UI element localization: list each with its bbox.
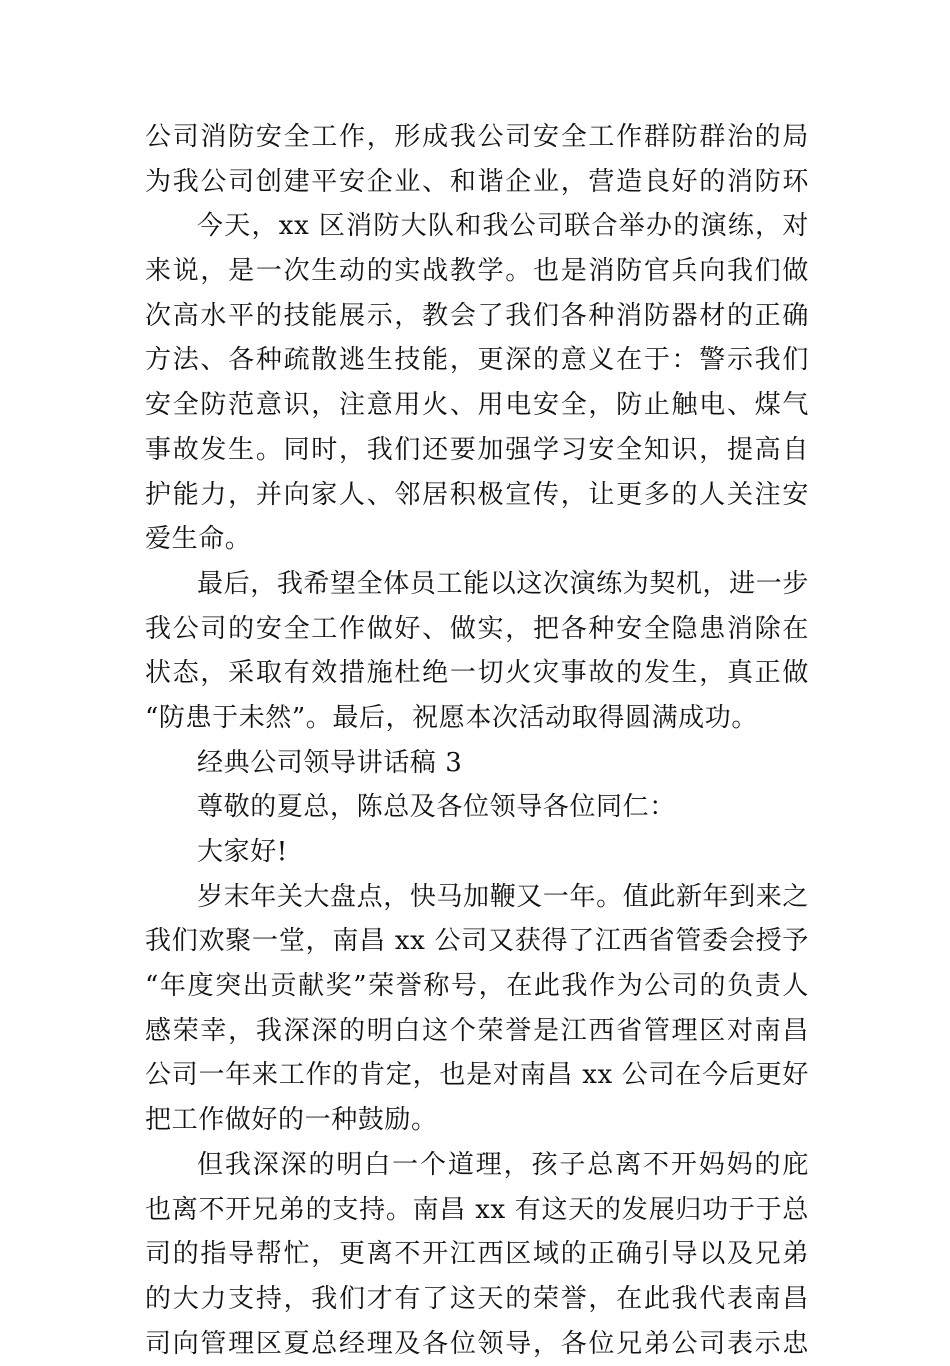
text-line: 岁末年关大盘点，快马加鞭又一年。值此新年到来之 xyxy=(197,881,809,912)
document-body-text xyxy=(145,115,809,1366)
text-line: 把工作做好的一种鼓励。 xyxy=(145,1105,438,1136)
text-line: 经典公司领导讲话稿 3 xyxy=(197,747,463,778)
text-line: 公司消防安全工作，形成我公司安全工作群防群治的局 xyxy=(145,122,809,152)
text-line: 为我公司创建平安企业、和谐企业，营造良好的消防环 xyxy=(145,166,809,197)
text-line: 我公司的安全工作做好、做实，把各种安全隐患消除在 xyxy=(145,613,809,644)
text-line: 的大力支持，我们才有了这天的荣誉，在此我代表南昌 xyxy=(145,1283,809,1314)
text-line: 但我深深的明白一个道理，孩子总离不开妈妈的庇 xyxy=(197,1149,809,1180)
text-line: 司向管理区夏总经理及各位领导，各位兄弟公司表示忠 xyxy=(145,1328,809,1359)
text-line: 尊敬的夏总，陈总及各位领导各位同仁： xyxy=(197,792,676,823)
text-line: 感荣幸，我深深的明白这个荣誉是江西省管理区对南昌 xyxy=(145,1015,809,1046)
text-line: “年度突出贡献奖”荣誉称号，在此我作为公司的负责人 xyxy=(145,971,809,1002)
text-line: 也离不开兄弟的支持。南昌 xx 有这天的发展归功于于总 xyxy=(145,1194,809,1225)
text-line: 爱生命。 xyxy=(145,524,252,555)
text-line: 今天，xx 区消防大队和我公司联合举办的演练，对 xyxy=(197,211,809,242)
text-line: 大家好! xyxy=(197,837,288,867)
text-line: 来说，是一次生动的实战教学。也是消防官兵向我们做 xyxy=(145,256,809,287)
text-line: “防患于未然”。最后，祝愿本次活动取得圆满成功。 xyxy=(145,702,758,733)
text-line: 方法、各种疏散逃生技能，更深的意义在于：警示我们 xyxy=(145,345,809,376)
text-line: 我们欢聚一堂，南昌 xx 公司又获得了江西省管委会授予 xyxy=(145,926,809,957)
text-line: 安全防范意识，注意用火、用电安全，防止触电、煤气 xyxy=(145,390,809,421)
text-line: 护能力，并向家人、邻居积极宣传，让更多的人关注安 xyxy=(145,479,809,510)
text-line: 状态，采取有效措施杜绝一切火灾事故的发生，真正做 xyxy=(145,658,809,689)
text-line: 最后，我希望全体员工能以这次演练为契机，进一步 xyxy=(197,568,809,599)
text-line: 次高水平的技能展示，教会了我们各种消防器材的正确 xyxy=(145,300,809,331)
text-line: 事故发生。同时，我们还要加强学习安全知识，提高自 xyxy=(145,434,809,465)
text-line: 司的指导帮忙，更离不开江西区域的正确引导以及兄弟 xyxy=(145,1239,809,1270)
text-line: 公司一年来工作的肯定，也是对南昌 xx 公司在今后更好 xyxy=(145,1060,809,1091)
